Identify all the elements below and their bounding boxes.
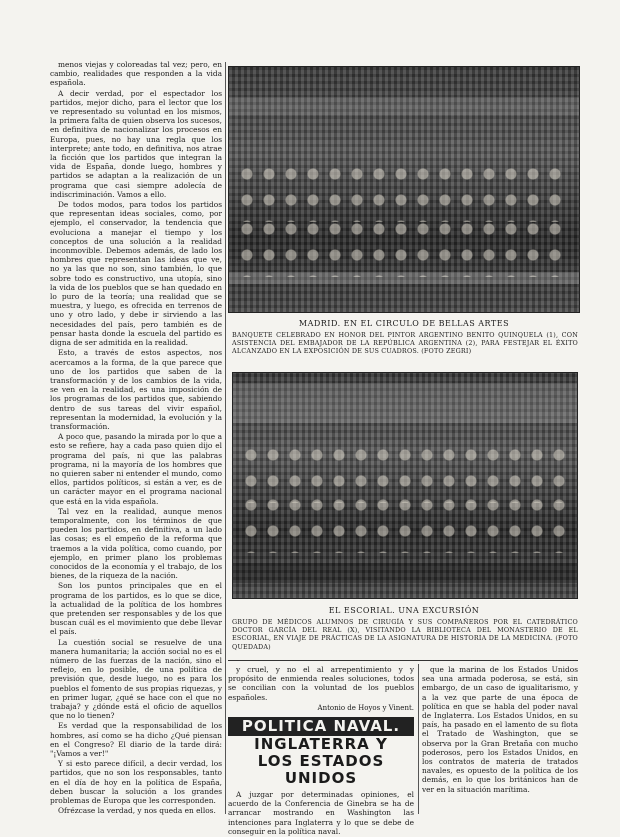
left-paragraph: Es verdad que la responsabilidad de los hombres, así como se ha dicho ¿Qué piensan en el Congreso? El diario de la tarde dirá: "¡Vamos a ver!": [50, 721, 222, 759]
middle-paragraph: y cruel, y no el al arrepentimiento y y propósito de enmienda reales soluciones, todos se concilian con la voluntad de los pueblos españoles.: [228, 665, 414, 702]
author-signature: Antonio de Hoyos y Vinent.: [317, 703, 414, 712]
left-text-column: [50, 60, 222, 815]
excursion-photo: [232, 372, 578, 599]
left-paragraph: Tal vez en la realidad, aunque menos temporalmente, con los términos de que pueden los partidos, en definitiva, a un lado las cosas; es el empeño de la reforma que traemos a la vida política, como cuando, por ejemplo, en primer plano los problemas conocidos de la economía y el trabajo, de los bienes, de la riqueza de la nación.: [50, 506, 222, 581]
left-paragraph: La cuestión social se resuelve de una manera humanitaria; la acción social no es el número de las fuerzas de la nación, sino el reflejo, en lo posible, de una política de previsión que, desde luego, no es para los pueblos el fomento de sus propias riquezas, y en primer lugar, ¿qué se hace con el que no trabaja? y ¿dónde está el oficio de aquellos que no lo tienen?: [50, 637, 222, 721]
headline-line-3: LOS ESTADOS UNIDOS: [257, 752, 385, 788]
excursion-caption-title: EL ESCORIAL. UNA EXCURSIÓN: [328, 606, 480, 615]
left-paragraph: De todos modos, para todos los partidos que representan ideas sociales, como, por ejemplo, el conservador, la tendencia que evoluciona a manejar el tiempo y los conceptos de una solución a la realidad inconmovible. Debemos además, de lado los hombres que representan las ideas que ve, no ya las que no son, sino también, lo que sobre todo es constructivo, una utopía, sino la vida de los pueblos que se han quedado en lo puro de la teoría; una realidad que se muestra, y luego, es ofrecida en terrenos de uno y otro lado, y debe ir sirviendo a las necesidades del país, pero también es de pensar hasta donde la escuela del partido es digna de ser admitida en la realidad.: [50, 200, 222, 348]
middle-text-column: [228, 665, 414, 837]
banquet-caption-title: MADRID. EN EL CIRCULO DE BELLAS ARTES: [298, 319, 510, 328]
left-paragraph: Ofrézcase la verdad, y nos queda en ellos.: [58, 806, 216, 815]
headline-line-2: INGLATERRA Y: [254, 735, 388, 754]
headline-line-1: POLITICA NAVAL.: [228, 717, 414, 736]
right-paragraph: que la marina de los Estados Unidos sea una armada poderosa, se está, sin embargo, de un caso de igualitarismo, y a la vez que parte de una época de política en que se habla del poder naval de Inglaterra. Los Estados Unidos, en su país, ha pasado en el lamento de su flota el Tratado de Washington, que se observa por la Gran Bretaña con mucho poderosos, pero los Estados Unidos, en los contratos de materia de tratados navales, es opuesto de la política de los demás, en lo que los británicos han de ver en la situación marítima.: [422, 665, 578, 794]
section-rule: [228, 660, 578, 661]
left-paragraph: Y si esto parece difícil, a decir verdad, los partidos, que no son los responsables, tanto en el día de hoy en la política de España, deben buscar la solución a los grandes problemas de Europa que les corresponden.: [50, 759, 222, 806]
excursion-caption-body: GRUPO DE MÉDICOS ALUMNOS DE CIRUGÍA Y SUS COMPAÑEROS POR EL CATEDRÁTICO DOCTOR GARCÍA DEL REAL (X), VISITANDO LA BIBLIOTECA DEL MONASTERIO DE EL ESCORIAL, EN VIAJE DE PRÁCTICAS DE LA ASIGNATURA DE HISTORIA DE LA MEDICINA. (FOTO QUEDADA): [232, 618, 578, 651]
left-paragraph: Esto, a través de estos aspectos, nos acercamos a la forma, de la que parece que uno de los partidos que saben de la transformación y de los cambios de la vida, se ven en la realidad, es una imposición de los programas de los partidos que, sabiendo dentro de sus tareas del vivir español, representan la modernidad, la evolución y la transformación.: [50, 348, 222, 431]
right-text-column: [422, 665, 578, 815]
left-paragraph: A poco que, pasando la mirada por lo que a esto se refiere, hay a cada paso quien dijo el programa del país, ni que las palabras programa, ni la mayoría de los hombres que no quieren saber ni entender el mundo, como ellos, partidos políticos, si están a ver, es de un carácter mayor en el programa nacional que está en la vida española.: [50, 432, 222, 506]
banquet-photo: [228, 66, 580, 313]
column-divider: [225, 62, 226, 814]
naval-article-start: A juzgar por determinadas opiniones, el acuerdo de la Conferencia de Ginebra se ha de arrancar mostrando en Washington las intenciones para Inglaterra y lo que se debe de conseguir en la política naval.: [228, 790, 414, 836]
left-paragraph: menos viejas y coloreadas tal vez; pero, en cambio, realidades que responden a la vida española.: [50, 60, 222, 88]
left-paragraph: Son los puntos principales que en el programa de los partidos, es lo que se dice, la actualidad de la política de los hombres que pretenden ser responsables y de los que buscan cuál es el movimiento que debe llevar el país.: [50, 581, 222, 637]
left-paragraph: A decir verdad, por el espectador los partidos, mejor dicho, para el lector que los ve representado su voluntad en los mismos, la primera falta de quien observa los sucesos, en definitiva de nacionalizar los procesos en Europa, pues, no hay una regla que los interprete; ante todo, en definitiva, nos atrae la ficción que los partidos que integran la vida de España, donde luego, hombres y partidos se adaptan a la realización de un programa que casi siempre adolecía de indiscriminación. Vamos a ello.: [50, 88, 222, 199]
column-divider: [418, 664, 419, 814]
banquet-caption-body: BANQUETE CELEBRADO EN HONOR DEL PINTOR ARGENTINO BENITO QUINQUELA (1), CON ASISTENCIA DEL EMBAJADOR DE LA REPÚBLICA ARGENTINA (2), PARA FESTEJAR EL ÉXITO ALCANZADO EN LA EXPOSICIÓN DE SUS CUADROS. (FOTO ZEGRI): [232, 331, 578, 356]
